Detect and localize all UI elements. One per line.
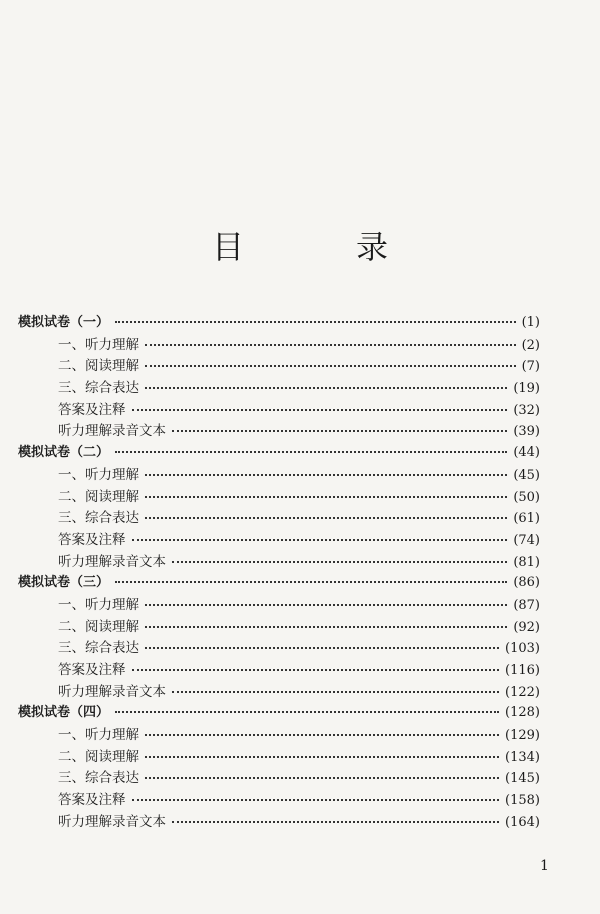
toc-entry-label: 答案及注释: [58, 531, 126, 548]
toc-section-entry: [18, 701, 540, 723]
toc-entry-page: (145): [505, 771, 540, 787]
toc-entry-label: 答案及注释: [58, 792, 126, 809]
toc-dot-leader: [145, 365, 516, 367]
toc-entry-page: (39): [513, 424, 540, 440]
toc-dot-leader: [172, 561, 507, 563]
toc-entry-page: (50): [513, 489, 540, 505]
toc-subsection-entry: [18, 723, 540, 745]
toc-entry-page: (45): [513, 467, 540, 483]
toc-subsection-entry: [18, 419, 540, 441]
page-number: 1: [540, 858, 549, 874]
toc-entry-label: 答案及注释: [58, 401, 126, 418]
toc-dot-leader: [132, 539, 508, 541]
toc-subsection-entry: [18, 788, 540, 810]
toc-subsection-entry: [18, 593, 540, 615]
toc-subsection-entry: [18, 636, 540, 658]
toc-entry-label: 答案及注释: [58, 662, 126, 678]
toc-entry-page: (129): [505, 728, 540, 744]
toc-subsection-entry: [18, 766, 540, 788]
toc-entry-label: 二、阅读理解: [58, 358, 139, 375]
toc-entry-page: (32): [513, 402, 540, 418]
toc-entry-page: (2): [521, 337, 540, 353]
toc-entry-page: (81): [513, 554, 540, 570]
toc-entry-page: (122): [505, 684, 540, 700]
toc-entry-label: 模拟试卷（二）: [18, 445, 110, 461]
toc-dot-leader: [145, 344, 516, 346]
toc-subsection-entry: [18, 398, 540, 420]
toc-entry-label: 三、综合表达: [58, 770, 139, 787]
toc-entry-label: 二、阅读理解: [58, 618, 139, 635]
page-title: 目 录: [211, 228, 428, 266]
toc-entry-label: 听力理解录音文本: [58, 813, 166, 830]
toc-section-entry: [18, 441, 540, 463]
toc-entry-page: (44): [513, 445, 540, 461]
toc-entry-page: (74): [513, 532, 540, 548]
toc-entry-label: 二、阅读理解: [58, 488, 139, 505]
toc-entry-label: 听力理解录音文本: [58, 423, 166, 440]
toc-subsection-entry: [18, 333, 540, 355]
toc-entry-label: 一、听力理解: [58, 596, 139, 613]
toc-subsection-entry: [18, 506, 540, 528]
toc-entry-label: 三、综合表达: [58, 640, 139, 657]
toc-dot-leader: [145, 517, 507, 519]
toc-dot-leader: [145, 626, 507, 628]
toc-dot-leader: [145, 604, 507, 606]
toc-entry-page: (7): [521, 359, 540, 375]
toc-entry-page: (128): [505, 705, 540, 721]
toc-subsection-entry: [18, 680, 540, 702]
toc-entry-label: 一、听力理解: [58, 727, 139, 744]
toc-entry-label: 模拟试卷（一）: [18, 315, 110, 330]
toc-entry-page: (87): [513, 597, 540, 613]
toc-dot-leader: [115, 711, 499, 713]
toc-dot-leader: [145, 387, 507, 389]
toc-entry-page: (61): [513, 511, 540, 527]
table-of-contents: [18, 311, 540, 832]
toc-entry-page: (164): [505, 814, 540, 830]
toc-dot-leader: [172, 821, 499, 823]
toc-entry-label: 模拟试卷（四）: [18, 705, 110, 721]
toc-entry-label: 一、听力理解: [58, 466, 139, 483]
toc-subsection-entry: [18, 810, 540, 832]
toc-dot-leader: [172, 430, 507, 432]
toc-dot-leader: [132, 409, 508, 411]
toc-entry-page: (19): [513, 381, 540, 397]
toc-subsection-entry: [18, 550, 540, 572]
toc-entry-label: 听力理解录音文本: [58, 553, 166, 570]
toc-entry-label: 三、综合表达: [58, 510, 139, 527]
toc-entry-page: (158): [505, 793, 540, 809]
toc-entry-label: 三、综合表达: [58, 380, 139, 397]
toc-section-entry: [18, 311, 540, 333]
toc-subsection-entry: [18, 745, 540, 767]
toc-entry-page: (86): [513, 575, 540, 591]
toc-dot-leader: [132, 669, 500, 671]
toc-entry-label: 模拟试卷（三）: [18, 575, 110, 591]
toc-dot-leader: [115, 321, 516, 323]
toc-dot-leader: [145, 496, 507, 498]
toc-dot-leader: [132, 799, 500, 801]
toc-section-entry: [18, 571, 540, 593]
toc-entry-label: 一、听力理解: [58, 336, 139, 353]
toc-entry-label: 二、阅读理解: [58, 748, 139, 765]
toc-entry-page: (92): [513, 619, 540, 635]
toc-dot-leader: [115, 581, 507, 583]
toc-subsection-entry: [18, 376, 540, 398]
toc-subsection-entry: [18, 485, 540, 507]
toc-subsection-entry: [18, 354, 540, 376]
toc-subsection-entry: [18, 528, 540, 550]
toc-entry-page: (134): [505, 749, 540, 765]
toc-dot-leader: [145, 474, 507, 476]
toc-dot-leader: [145, 647, 499, 649]
toc-entry-page: (116): [505, 663, 540, 678]
toc-entry-page: (1): [521, 315, 540, 330]
toc-subsection-entry: [18, 658, 540, 680]
toc-dot-leader: [172, 691, 499, 693]
toc-subsection-entry: [18, 463, 540, 485]
toc-entry-label: 听力理解录音文本: [58, 683, 166, 700]
toc-dot-leader: [145, 734, 499, 736]
toc-entry-page: (103): [505, 641, 540, 657]
toc-dot-leader: [145, 756, 499, 758]
toc-dot-leader: [115, 451, 507, 453]
toc-subsection-entry: [18, 615, 540, 637]
toc-dot-leader: [145, 777, 499, 779]
